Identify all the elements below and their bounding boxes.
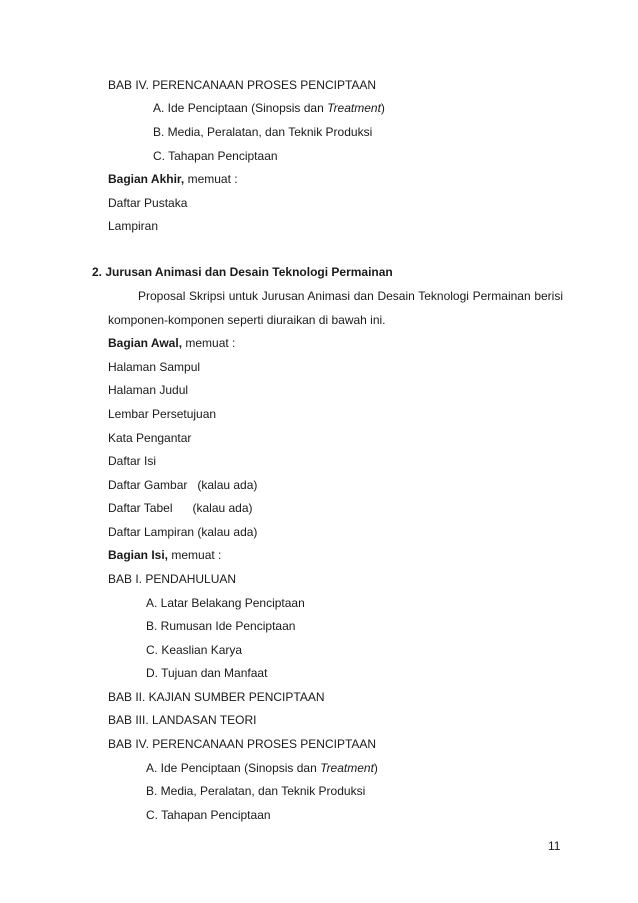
- page-number: 11: [548, 839, 561, 853]
- bagian-isi-label: Bagian Isi, memuat :: [108, 548, 222, 562]
- bab4-item-c: C. Tahapan Penciptaan: [146, 808, 271, 822]
- bab3-heading: BAB III. LANDASAN TEORI: [108, 713, 257, 727]
- bab4-item-a: A. Ide Penciptaan (Sinopsis dan Treatment): [146, 761, 378, 775]
- bab1-heading: BAB I. PENDAHULUAN: [108, 572, 237, 586]
- bagian-akhir-label: Bagian Akhir, memuat :: [108, 172, 238, 186]
- awal-item: Halaman Sampul: [108, 360, 201, 374]
- daftar-pustaka: Daftar Pustaka: [108, 196, 188, 210]
- bagian-awal-label: Bagian Awal, memuat :: [108, 336, 236, 350]
- awal-item: Lembar Persetujuan: [108, 407, 217, 421]
- bab1-item: C. Keaslian Karya: [146, 643, 243, 657]
- awal-item: Kata Pengantar: [108, 431, 192, 445]
- awal-item: Daftar Tabel (kalau ada): [108, 501, 253, 515]
- top-bab4-item-a: A. Ide Penciptaan (Sinopsis dan Treatment): [153, 101, 385, 115]
- bab4-item-b: B. Media, Peralatan, dan Teknik Produksi: [146, 784, 366, 798]
- section-heading: 2. Jurusan Animasi dan Desain Teknologi Permainan: [92, 265, 393, 279]
- awal-item: Daftar Lampiran (kalau ada): [108, 525, 258, 539]
- lampiran: Lampiran: [108, 219, 159, 233]
- awal-item: Halaman Judul: [108, 383, 189, 397]
- top-bab4-heading: BAB IV. PERENCANAAN PROSES PENCIPTAAN: [108, 78, 377, 92]
- bab4-heading: BAB IV. PERENCANAAN PROSES PENCIPTAAN: [108, 737, 377, 751]
- bab1-item: B. Rumusan Ide Penciptaan: [146, 619, 296, 633]
- awal-item: Daftar Gambar (kalau ada): [108, 478, 258, 492]
- top-bab4-item-c: C. Tahapan Penciptaan: [153, 149, 278, 163]
- top-bab4-item-b: B. Media, Peralatan, dan Teknik Produksi: [153, 125, 373, 139]
- intro-paragraph-line1: Proposal Skripsi untuk Jurusan Animasi dan Desain Teknologi Permainan berisi: [138, 289, 563, 303]
- bab2-heading: BAB II. KAJIAN SUMBER PENCIPTAAN: [108, 690, 325, 704]
- intro-paragraph-line2: komponen-komponen seperti diuraikan di bawah ini.: [108, 313, 386, 327]
- bab1-item: D. Tujuan dan Manfaat: [146, 666, 268, 680]
- awal-item: Daftar Isi: [108, 454, 157, 468]
- bab1-item: A. Latar Belakang Penciptaan: [146, 596, 305, 610]
